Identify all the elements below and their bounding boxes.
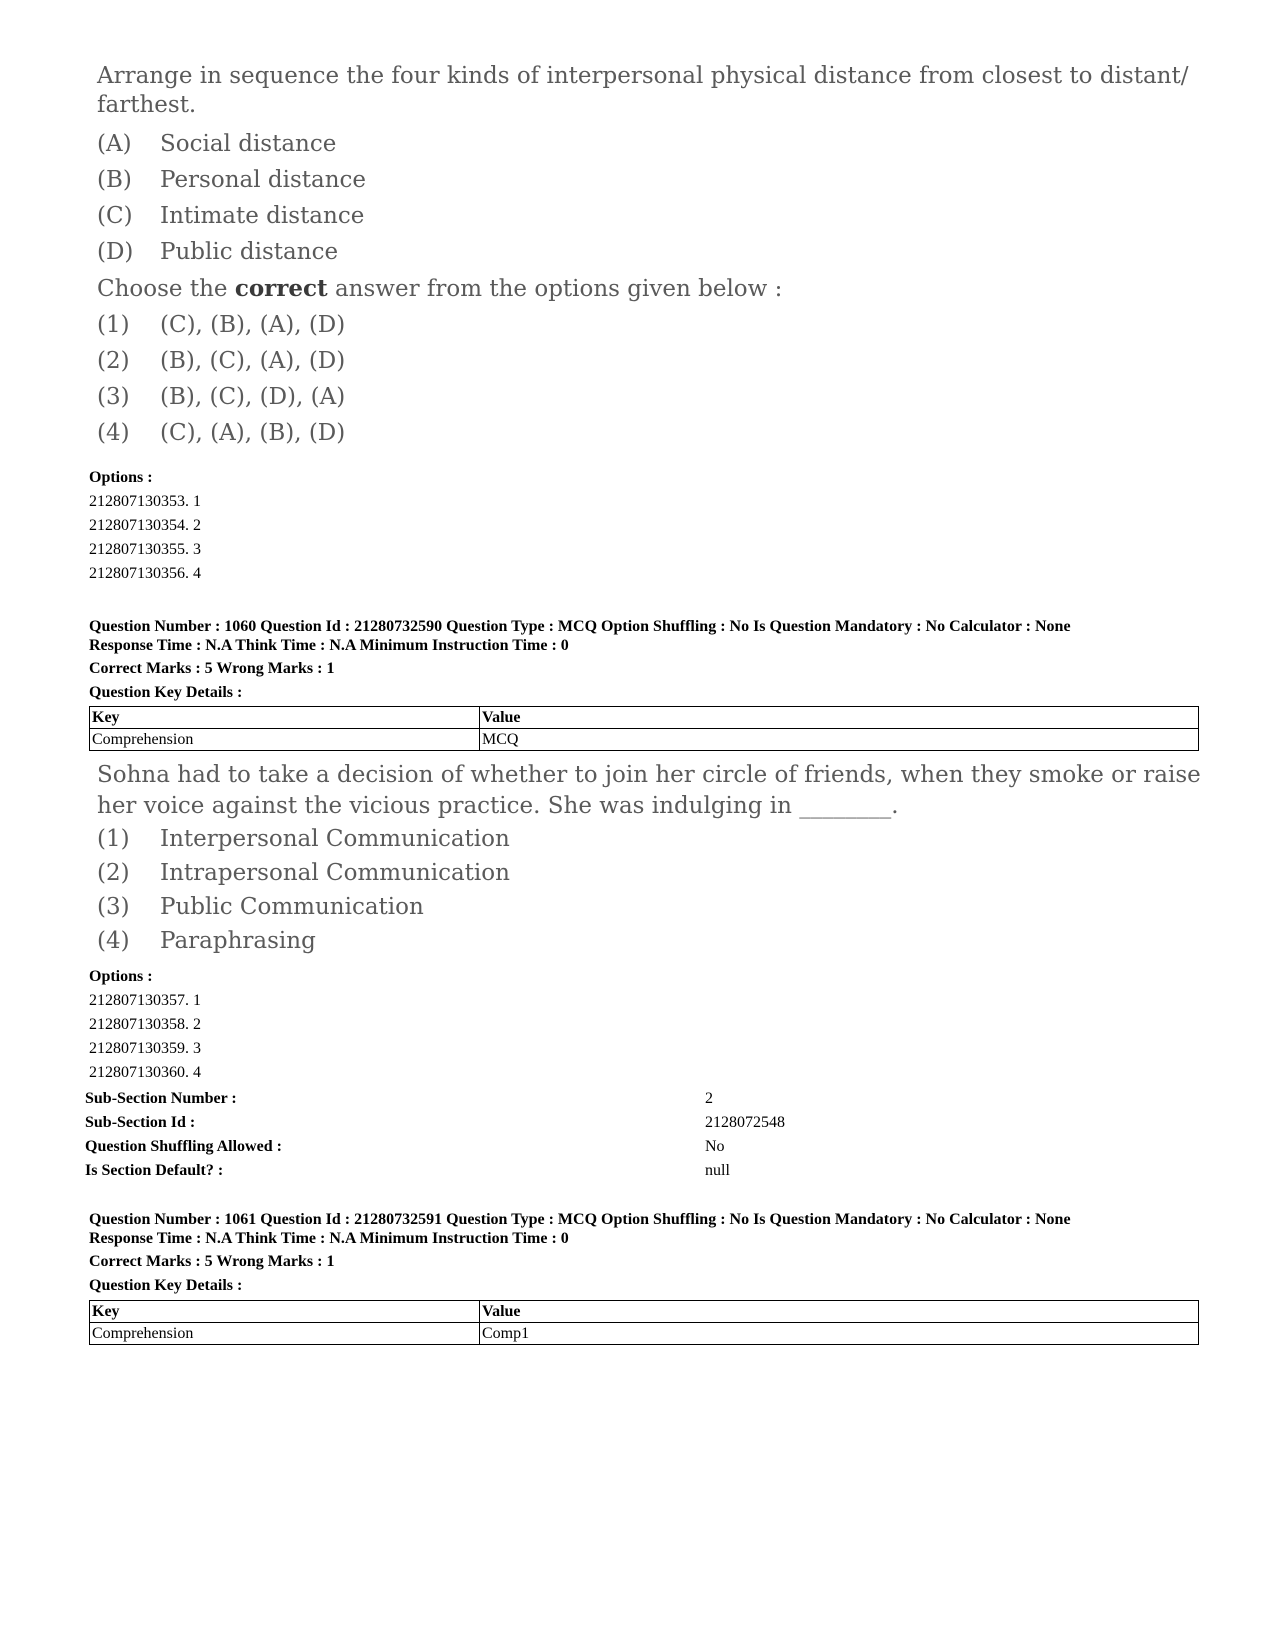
question-meta-line: Response Time : N.A Think Time : N.A Minimum Instruction Time : 0	[89, 637, 569, 654]
item-text: Public distance	[160, 239, 339, 265]
subsection-key: Sub-Section Number :	[85, 1090, 237, 1107]
question-1061-header	[89, 1210, 1189, 1248]
answer-text: (C), (B), (A), (D)	[160, 312, 346, 338]
question-meta-line: Question Number : 1061 Question Id : 21280732591 Question Type : MCQ Option Shuffling : No Is Question Mandatory : No Calculator : None	[89, 1211, 1071, 1228]
item-text: Personal distance	[160, 167, 367, 193]
subsection-row	[85, 1159, 785, 1183]
question-meta-line: Question Number : 1060 Question Id : 21280732590 Question Type : MCQ Option Shuffling : No Is Question Mandatory : No Calculator : None	[89, 618, 1071, 635]
question-1060-body	[97, 760, 1217, 958]
subsection-value: null	[705, 1162, 730, 1179]
options-label: Options :	[89, 469, 153, 486]
subsection-row	[85, 1111, 785, 1135]
answer-choice	[97, 890, 1217, 924]
column-header-key: Key	[90, 1301, 480, 1323]
option-id: 212807130354. 2	[89, 517, 201, 534]
answer-text: (C), (A), (B), (D)	[160, 420, 346, 446]
answer-text: Intrapersonal Communication	[160, 860, 510, 886]
list-item	[97, 162, 1207, 198]
subsection-key: Is Section Default? :	[85, 1162, 224, 1179]
option-id: 212807130359. 3	[89, 1040, 201, 1057]
answer-text: (B), (C), (D), (A)	[160, 384, 346, 410]
marks-line: Correct Marks : 5 Wrong Marks : 1	[89, 1253, 335, 1270]
table-row	[90, 729, 1199, 751]
table-cell: Comp1	[480, 1323, 1199, 1345]
answer-choice	[97, 924, 1217, 958]
answer-choice	[97, 415, 1207, 451]
answer-text: Interpersonal Communication	[160, 826, 510, 852]
subsection-key: Sub-Section Id :	[85, 1114, 196, 1131]
options-label: Options :	[89, 968, 153, 985]
answer-label: (2)	[97, 348, 130, 374]
list-item	[97, 126, 1207, 162]
table-row	[90, 1323, 1199, 1345]
choose-text-pre: Choose the	[97, 276, 235, 302]
list-item	[97, 198, 1207, 234]
list-item	[97, 234, 1207, 270]
answer-text: Public Communication	[160, 894, 424, 920]
choose-text-post: answer from the options given below :	[327, 276, 783, 302]
question-stem: Sohna had to take a decision of whether to join her circle of friends, when they smoke or raise her voice against the vicious practice. She was indulging in ________.	[97, 762, 1201, 819]
question-key-table	[89, 706, 1199, 751]
answer-choice	[97, 343, 1207, 379]
answer-choice	[97, 307, 1207, 343]
answer-label: (4)	[97, 420, 130, 446]
table-cell: Comprehension	[90, 1323, 480, 1345]
answer-choice	[97, 822, 1217, 856]
choose-instruction	[97, 270, 1207, 307]
subsection-value: No	[705, 1138, 725, 1155]
question-stem: Arrange in sequence the four kinds of interpersonal physical distance from closest to distant/ farthest.	[97, 63, 1189, 118]
item-text: Social distance	[160, 131, 337, 157]
option-id: 212807130360. 4	[89, 1064, 201, 1081]
question-1059-body	[97, 62, 1207, 451]
answer-label: (1)	[97, 312, 130, 338]
subsection-row	[85, 1087, 785, 1111]
subsection-details	[85, 1087, 785, 1183]
subsection-value: 2128072548	[705, 1114, 785, 1131]
table-header-row	[90, 707, 1199, 729]
answer-choice	[97, 856, 1217, 890]
answer-label: (1)	[97, 826, 130, 852]
option-id: 212807130357. 1	[89, 992, 201, 1009]
question-key-table	[89, 1300, 1199, 1345]
answer-label: (4)	[97, 928, 130, 954]
column-header-value: Value	[480, 707, 1199, 729]
answer-choice	[97, 379, 1207, 415]
table-header-row	[90, 1301, 1199, 1323]
option-id: 212807130353. 1	[89, 493, 201, 510]
item-label: (C)	[97, 203, 133, 229]
question-meta-line: Response Time : N.A Think Time : N.A Minimum Instruction Time : 0	[89, 1230, 569, 1247]
marks-line: Correct Marks : 5 Wrong Marks : 1	[89, 660, 335, 677]
option-id: 212807130358. 2	[89, 1016, 201, 1033]
question-1060-header	[89, 617, 1189, 655]
item-label: (A)	[97, 131, 132, 157]
options-list-1060	[89, 965, 201, 1085]
answer-text: Paraphrasing	[160, 928, 316, 954]
item-label: (D)	[97, 239, 134, 265]
subsection-value: 2	[705, 1090, 713, 1107]
column-header-key: Key	[90, 707, 480, 729]
item-text: Intimate distance	[160, 203, 365, 229]
option-id: 212807130355. 3	[89, 541, 201, 558]
answer-text: (B), (C), (A), (D)	[160, 348, 346, 374]
table-cell: Comprehension	[90, 729, 480, 751]
subsection-key: Question Shuffling Allowed :	[85, 1138, 282, 1155]
choose-text-bold: correct	[234, 275, 328, 302]
subsection-row	[85, 1135, 785, 1159]
column-header-value: Value	[480, 1301, 1199, 1323]
answer-label: (3)	[97, 384, 130, 410]
item-label: (B)	[97, 167, 132, 193]
answer-label: (3)	[97, 894, 130, 920]
option-id: 212807130356. 4	[89, 565, 201, 582]
key-details-label: Question Key Details :	[89, 1277, 243, 1294]
answer-label: (2)	[97, 860, 130, 886]
options-list-1059	[89, 466, 201, 586]
table-cell: MCQ	[480, 729, 1199, 751]
key-details-label: Question Key Details :	[89, 684, 243, 701]
